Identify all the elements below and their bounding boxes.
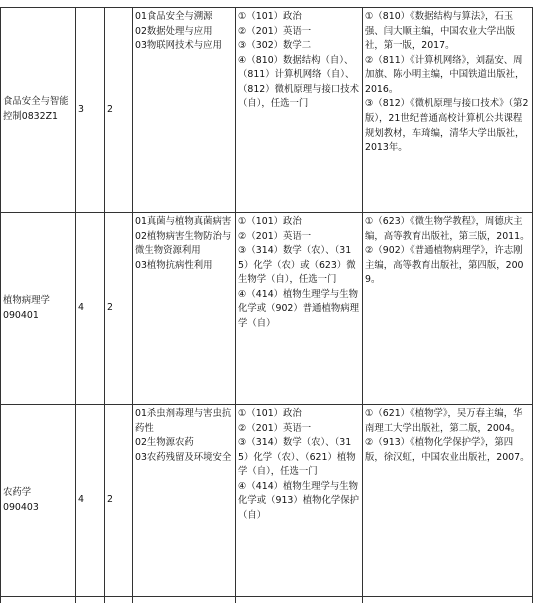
enrollment-count: 3 — [78, 104, 84, 115]
program-name: 农药学 — [3, 486, 73, 501]
count-cell — [76, 405, 105, 597]
table-row — [1, 405, 533, 597]
years-cell — [105, 213, 133, 405]
direction-item: 01真菌与植物真菌病害 — [135, 215, 233, 230]
direction-item: 02植物病害生物防治与微生物资源利用 — [135, 230, 233, 259]
reference-books-cell — [363, 8, 533, 213]
book-item: ①（623）《微生物学教程》，周德庆主编，高等教育出版社，第三版，2011。 — [365, 215, 530, 244]
direction-item: 02数据处理与应用 — [135, 25, 233, 40]
book-item: ①（621）《植物学》，吴万春主编，华南理工大学出版社，第二版，2004。 — [365, 407, 530, 436]
program-name-cell — [1, 213, 76, 405]
direction-item: 02生物源农药 — [135, 436, 233, 451]
direction-item: 03农药残留及环境安全 — [135, 451, 233, 466]
enrollment-count: 4 — [78, 494, 84, 505]
exam-item: ②（201）英语一 — [238, 422, 360, 437]
program-table — [0, 7, 533, 603]
reference-books-cell — [363, 405, 533, 597]
program-name-cell — [1, 8, 76, 213]
study-years: 2 — [107, 494, 113, 505]
study-years: 2 — [107, 104, 113, 115]
exam-subjects-cell — [236, 8, 363, 213]
exam-item: ①（101）政治 — [238, 407, 360, 422]
exam-item: ②（201）英语一 — [238, 25, 360, 40]
count-cell — [76, 213, 105, 405]
exam-item: ④（414）植物生理学与生物化学或（913）植物化学保护（自） — [238, 480, 360, 524]
exam-item: ③（302）数学二 — [238, 39, 360, 54]
direction-item: 03植物抗病性利用 — [135, 259, 233, 274]
enrollment-count: 4 — [78, 302, 84, 313]
exam-item: ①（101）政治 — [238, 10, 360, 25]
program-name: 食品安全与智能控制0832Z1 — [3, 96, 69, 122]
years-cell — [105, 8, 133, 213]
table-row — [1, 213, 533, 405]
reference-books-cell — [363, 213, 533, 405]
years-cell — [105, 405, 133, 597]
exam-item: ④（414）植物生理学与生物化学或（902）普通植物病理学（自） — [238, 288, 360, 332]
direction-item: 01食品安全与溯源 — [135, 10, 233, 25]
book-item: ②（902）《普通植物病理学》，许志刚主编，高等教育出版社，第四版，2009。 — [365, 244, 530, 288]
directions-cell — [133, 8, 236, 213]
directions-cell — [133, 405, 236, 597]
program-code: 090403 — [3, 501, 73, 516]
program-code: 090401 — [3, 309, 73, 324]
count-cell — [76, 8, 105, 213]
exam-subjects-cell — [236, 213, 363, 405]
program-name-cell — [1, 405, 76, 597]
exam-item: ②（201）英语一 — [238, 230, 360, 245]
exam-subjects-cell — [236, 405, 363, 597]
directions-cell — [133, 213, 236, 405]
direction-item: 01杀虫剂毒理与害虫抗药性 — [135, 407, 233, 436]
book-item: ②（913）《植物化学保护学》，第四版，徐汉虹，中国农业出版社，2007。 — [365, 436, 530, 465]
exam-item: ③（314）数学（农）、（315）化学（农）或（623）微生物学（自），任选一门 — [238, 244, 360, 288]
book-item: ②（811）《计算机网络》，刘磊安、周加旗、陈小明主编，中国铁道出版社，2016。 — [365, 54, 530, 98]
table-row-partial — [1, 597, 533, 603]
exam-item: ③（314）数学（农）、（315）化学（农）、（621）植物学（自），任选一门 — [238, 436, 360, 480]
direction-item: 03物联网技术与应用 — [135, 39, 233, 54]
program-name: 植物病理学 — [3, 294, 73, 309]
table-row — [1, 8, 533, 213]
exam-item: ①（101）政治 — [238, 215, 360, 230]
book-item: ①（810）《数据结构与算法》，石玉强、闫大顺主编，中国农业大学出版社，第一版，2017。 — [365, 10, 530, 54]
exam-item: ④（810）数据结构（自）、（811）计算机网络（自）、（812）微机原理与接口技术（自），任选一门 — [238, 54, 360, 112]
book-item: ③（812）《微机原理与接口技术》（第2版），21世纪普通高校计算机公共课程规划教材，车琦编，清华大学出版社，2013年。 — [365, 97, 530, 155]
study-years: 2 — [107, 302, 113, 313]
